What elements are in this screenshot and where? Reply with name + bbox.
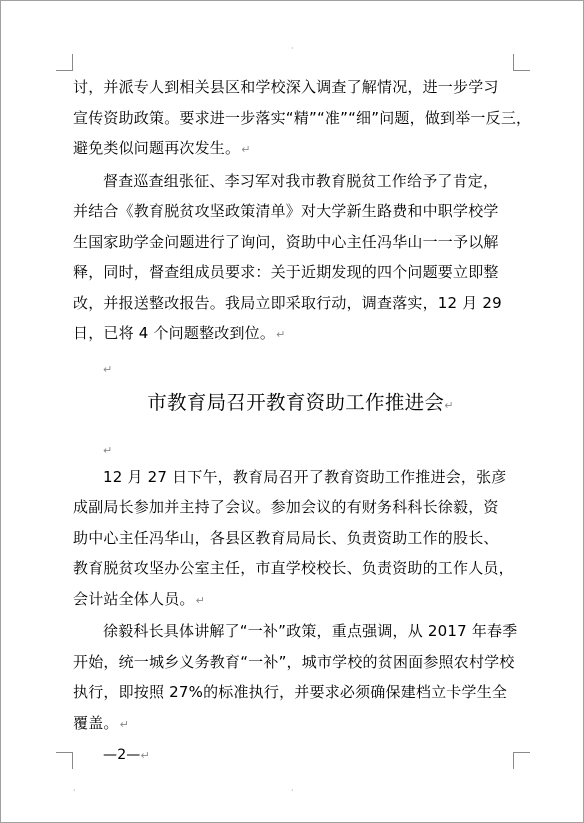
text-line: 释，同时，督查组成员要求：关于近期发现的四个问题要立即整 [73, 263, 499, 281]
text-line: 助中心主任冯华山，各县区教育局局长、负责资助工作的股长、 [73, 528, 499, 547]
text-line: 12 月 27 日下午，教育局召开了教育资助工作推进会，张彦 [103, 467, 507, 486]
text-line: 督查巡查组张征、李习军对我市教育脱贫工作给予了肯定， [103, 171, 499, 190]
text-line: 避免类似问题再次发生。 [73, 139, 241, 157]
page-number [73, 740, 528, 772]
section-heading [73, 385, 528, 424]
text-line: 改，并报送整改报告。我局立即采取行动，调查落实，12 月 29 [73, 293, 502, 312]
paragraph-1 [73, 72, 532, 166]
text-line: 成副局长参加并主持了会议。参加会议的有财务科科长徐毅，资 [73, 498, 499, 516]
margin-corner-top-left [56, 54, 73, 71]
paragraph-4 [73, 616, 528, 740]
heading-text: 市教育局召开教育资助工作推进会 [147, 390, 445, 414]
footer-mark-left: · [73, 786, 76, 795]
text-line: 执行，即按照 27%的标准执行，并要求必须确保建档立卡学生全 [73, 683, 508, 701]
paragraph-mark: ↵ [103, 362, 113, 376]
text-line: 徐毅科长具体讲解了“一补”政策，重点强调，从 2017 年春季 [103, 622, 518, 640]
header-mark: · [291, 44, 294, 53]
text-line: 会计站全体人员。 [73, 589, 195, 608]
paragraph-3 [73, 462, 528, 617]
text-line: 开始，统一城乡义务教育“一补”，城市学校的贫困面参照农村学校 [73, 652, 515, 671]
margin-corner-top-right [513, 54, 530, 71]
text-line: 宣传资助政策。要求进一步落实“精”“准”“细”问题，做到举一反三， [73, 108, 532, 127]
paragraph-mark: ↵ [241, 143, 251, 156]
text-line: 生国家助学金问题进行了询问，资助中心主任冯华山一一予以解 [73, 232, 499, 251]
paragraph-mark: ↵ [103, 443, 113, 457]
empty-paragraph [73, 432, 528, 462]
text-line: 覆盖。 [73, 713, 119, 732]
paragraph-mark: ↵ [140, 749, 150, 762]
text-line: 讨，并派专人到相关县区和学校深入调查了解情况，进一步学习 [73, 78, 499, 96]
text-line: 并结合《教育脱贫攻坚政策清单》对大学新生路费和中职学校学 [73, 202, 499, 220]
paragraph-2 [73, 166, 528, 351]
page-number-text: —2— [103, 747, 141, 763]
document-body[interactable] [73, 72, 532, 772]
margin-corner-bottom-left [56, 752, 73, 769]
paragraph-mark: ↵ [276, 328, 286, 341]
text-line: 日，已将 4 个问题整改到位。 [73, 324, 276, 342]
paragraph-mark: ↵ [195, 593, 206, 607]
paragraph-mark: ↵ [119, 717, 130, 731]
text-line: 教育脱贫攻坚办公室主任，市直学校校长、负责资助的工作人员， [73, 559, 514, 577]
paragraph-mark: ↵ [444, 398, 454, 412]
footer-mark-center: · [291, 786, 294, 795]
empty-paragraph [73, 351, 528, 381]
